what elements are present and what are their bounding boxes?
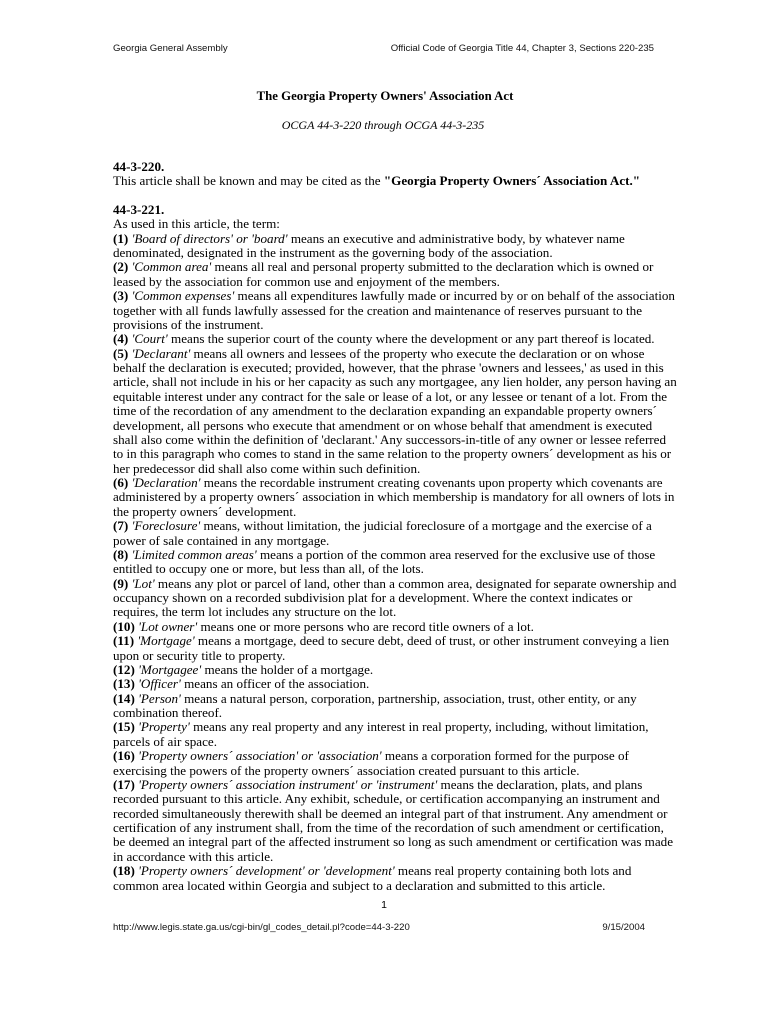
definition-item — [113, 634, 713, 663]
act-name: "Georgia Property Owners´ Association Act." — [383, 173, 641, 189]
definition-line — [113, 548, 713, 562]
definition-text: requires, the term lot includes any structure on the lot. — [113, 604, 397, 620]
definition-line — [113, 879, 713, 893]
definition-text: leased by the association for common use and enjoyment of the members. — [113, 273, 500, 289]
definition-term: 'Property' — [138, 719, 190, 735]
definition-text: denominated, designated in the instrument as the governing body of the association. — [113, 245, 553, 261]
definition-term: 'Declaration' — [131, 475, 201, 491]
definition-line — [113, 361, 713, 375]
definition-text: common area located within Georgia and subject to a declaration and submitted to this article. — [113, 877, 606, 893]
definitions-list — [113, 232, 713, 893]
definition-term: 'Foreclosure' — [131, 518, 201, 534]
definition-number: (12) — [113, 661, 135, 677]
section-text-body: This article shall be known and may be cited as the — [113, 173, 381, 189]
definition-number: (13) — [113, 676, 135, 692]
definition-text: means, without limitation, the judicial foreclosure of a mortgage and the exercise of a — [203, 518, 652, 534]
definition-line — [113, 764, 713, 778]
definition-line — [113, 433, 713, 447]
definition-number: (17) — [113, 776, 135, 792]
definition-text: means an executive and administrative body, by whatever name — [290, 230, 625, 246]
definition-term: 'Property owners´ association instrument' or 'instrument' — [138, 776, 438, 792]
page-footer — [113, 922, 645, 936]
definition-line — [113, 850, 713, 864]
definition-text: means the declaration, plats, and plans — [440, 776, 643, 792]
definition-line — [113, 649, 713, 663]
definition-line — [113, 289, 713, 303]
definition-text: be deemed an integral part of the affected instrument so long as such amendment or certification was made — [113, 834, 674, 850]
definition-text: article, shall not include in his or her capacity as such any mortgagee, any lien holder, any person having an — [113, 374, 677, 390]
definition-text: means the recordable instrument creating covenants upon property which covenants are — [203, 475, 663, 491]
section-44-3-221 — [113, 203, 713, 893]
definition-line — [113, 232, 713, 246]
definition-line — [113, 821, 713, 835]
definition-number: (10) — [113, 618, 135, 634]
definition-line — [113, 304, 713, 318]
definition-item — [113, 620, 713, 634]
definition-number: (8) — [113, 546, 129, 562]
definition-line — [113, 605, 713, 619]
definition-term: 'Common expenses' — [131, 288, 235, 304]
definition-term: 'Board of directors' or 'board' — [131, 230, 288, 246]
definition-text: means one or more persons who are record title owners of a lot. — [200, 618, 534, 634]
document-title: The Georgia Property Owners' Association Act — [256, 89, 514, 103]
definition-number: (6) — [113, 475, 129, 491]
definition-text: shall also come within the definition of 'declarant.' Any successors-in-title of any owner or lessee referred — [113, 431, 667, 447]
definition-line — [113, 591, 713, 605]
definition-text: means a corporation formed for the purpose of — [384, 748, 629, 764]
definition-term: 'Person' — [138, 690, 181, 706]
definition-number: (18) — [113, 863, 135, 879]
definition-line — [113, 792, 713, 806]
definition-text: exercising the powers of the property owners´ association created pursuant to this article. — [113, 762, 580, 778]
definition-text: means a mortgage, deed to secure debt, deed of trust, or other instrument conveying a lien — [197, 633, 670, 649]
definition-text: means the holder of a mortgage. — [204, 661, 374, 677]
definition-text: means a natural person, corporation, partnership, association, trust, other entity, or any — [184, 690, 637, 706]
definition-term: 'Lot owner' — [138, 618, 198, 634]
page-header — [113, 43, 654, 57]
definition-number: (9) — [113, 575, 129, 591]
definition-text: certification of any instrument shall, from the time of the recordation of such amendment or certification, — [113, 820, 664, 836]
definition-line — [113, 260, 713, 274]
definition-line — [113, 462, 713, 476]
definition-line — [113, 419, 713, 433]
definition-line — [113, 447, 713, 461]
definition-term: 'Lot' — [131, 575, 155, 591]
footer-date: 9/15/2004 — [602, 922, 645, 933]
definition-line — [113, 778, 713, 792]
definition-text: recorded pursuant to this article. Any exhibit, schedule, or certification accompanying an instrument and — [113, 791, 660, 807]
definition-text: provisions of the instrument. — [113, 316, 264, 332]
definition-line — [113, 347, 713, 361]
definition-line — [113, 577, 713, 591]
definition-item — [113, 778, 713, 864]
definition-line — [113, 749, 713, 763]
section-44-3-220 — [113, 160, 713, 189]
definition-line — [113, 562, 713, 576]
definition-number: (16) — [113, 748, 135, 764]
definition-text: means real property containing both lots and — [397, 863, 632, 879]
definition-line — [113, 692, 713, 706]
definition-item — [113, 577, 713, 620]
definition-text: the property owners´ development. — [113, 503, 297, 519]
definition-text: means the superior court of the county where the development or any part thereof is located. — [171, 331, 655, 347]
definition-number: (3) — [113, 288, 129, 304]
definition-item — [113, 476, 713, 519]
definition-text: parcels of air space. — [113, 733, 217, 749]
definition-text: in accordance with this article. — [113, 848, 274, 864]
definition-line — [113, 620, 713, 634]
definition-number: (7) — [113, 518, 129, 534]
definition-text: her predecessor did shall also come within such definition. — [113, 460, 421, 476]
definition-text: means all real and personal property submitted to the declaration which is owned or — [214, 259, 654, 275]
definition-text: development, all persons who execute that amendment or on whose behalf that amendment is executed — [113, 417, 653, 433]
definition-item — [113, 332, 713, 346]
definition-item — [113, 519, 713, 548]
definition-term: 'Limited common areas' — [131, 546, 257, 562]
definition-line — [113, 677, 713, 691]
definition-number: (2) — [113, 259, 129, 275]
definition-line — [113, 318, 713, 332]
definition-item — [113, 548, 713, 577]
definition-item — [113, 347, 713, 476]
definition-number: (14) — [113, 690, 135, 706]
definition-text: behalf the declaration is executed; provided, however, that the phrase 'owners and lessees,' as used in this — [113, 360, 664, 376]
section-text — [113, 174, 713, 188]
definition-line — [113, 864, 713, 878]
section-heading: 44-3-220. — [113, 158, 165, 174]
definition-text: recorded simultaneously therewith shall be deemed an integral part of that instrument. Any amendment or — [113, 805, 668, 821]
definition-text: together with all funds lawfully assessed for the creation and maintenance of reserves pursuant to the — [113, 302, 643, 318]
definition-number: (4) — [113, 331, 129, 347]
definition-item — [113, 749, 713, 778]
definition-line — [113, 246, 713, 260]
definition-term: 'Officer' — [138, 676, 181, 692]
definition-text: to in this paragraph who comes to stand in the same relation to the property owners´ development as his or — [113, 446, 672, 462]
definition-line — [113, 476, 713, 490]
definition-number: (11) — [113, 633, 135, 649]
definition-line — [113, 275, 713, 289]
definition-term: 'Mortgagee' — [138, 661, 202, 677]
definition-number: (15) — [113, 719, 135, 735]
definition-line — [113, 835, 713, 849]
definition-text: means an officer of the association. — [184, 676, 370, 692]
definition-line — [113, 534, 713, 548]
definition-term: 'Mortgage' — [137, 633, 195, 649]
definition-term: 'Court' — [131, 331, 168, 347]
header-source: Georgia General Assembly — [113, 43, 228, 54]
definition-text: time of the recordation of any amendment to the declaration expanding an expandable property owners´ — [113, 403, 657, 419]
page-number: 1 — [381, 899, 387, 911]
section-heading: 44-3-221. — [113, 201, 165, 217]
definition-line — [113, 375, 713, 389]
definition-text: means any plot or parcel of land, other than a common area, designated for separate ownership and — [157, 575, 677, 591]
definition-term: 'Common area' — [131, 259, 212, 275]
definition-text: combination thereof. — [113, 705, 223, 721]
definition-text: means all expenditures lawfully made or incurred by or on behalf of the association — [237, 288, 675, 304]
definition-text: entitled to occupy one or more, but less than all, of the lots. — [113, 561, 424, 577]
definition-text: means a portion of the common area reserved for the exclusive use of those — [259, 546, 656, 562]
definition-term: 'Declarant' — [131, 345, 191, 361]
header-code-reference: Official Code of Georgia Title 44, Chapter 3, Sections 220-235 — [390, 43, 654, 54]
definition-item — [113, 289, 713, 332]
definition-item — [113, 864, 713, 893]
definition-number: (1) — [113, 230, 129, 246]
definition-term: 'Property owners´ association' or 'association' — [138, 748, 382, 764]
definition-line — [113, 735, 713, 749]
definition-item — [113, 692, 713, 721]
definition-item — [113, 260, 713, 289]
definitions-intro: As used in this article, the term: — [113, 216, 280, 232]
definition-text: occupancy shown on a recorded subdivision plat for a development. Where the context indicates or — [113, 590, 633, 606]
definition-line — [113, 404, 713, 418]
definition-term: 'Property owners´ development' or 'development' — [138, 863, 395, 879]
definition-line — [113, 720, 713, 734]
definition-line — [113, 490, 713, 504]
definition-item — [113, 663, 713, 677]
definition-line — [113, 663, 713, 677]
document-body — [113, 160, 713, 893]
definition-number: (5) — [113, 345, 129, 361]
definition-item — [113, 677, 713, 691]
definition-text: power of sale contained in any mortgage. — [113, 532, 330, 548]
definition-text: upon or security title to property. — [113, 647, 286, 663]
definition-line — [113, 505, 713, 519]
definition-text: means all owners and lessees of the property who execute the declaration or on whose — [193, 345, 645, 361]
definition-line — [113, 332, 713, 346]
definition-line — [113, 807, 713, 821]
definition-line — [113, 706, 713, 720]
definition-line — [113, 634, 713, 648]
definition-line — [113, 519, 713, 533]
definition-text: equitable interest under any contract for the sale or lease of a lot, or any lessee or tenant of a lot. From the — [113, 388, 668, 404]
definition-item — [113, 232, 713, 261]
document-subtitle: OCGA 44-3-220 through OCGA 44-3-235 — [281, 118, 485, 132]
definition-text: means any real property and any interest in real property, including, without limitation, — [193, 719, 649, 735]
footer-url: http://www.legis.state.ga.us/cgi-bin/gl_codes_detail.pl?code=44-3-220 — [113, 922, 410, 933]
definition-item — [113, 720, 713, 749]
definition-line — [113, 390, 713, 404]
definition-text: administered by a property owners´ association in which membership is mandatory for all owners of lots in — [113, 489, 675, 505]
